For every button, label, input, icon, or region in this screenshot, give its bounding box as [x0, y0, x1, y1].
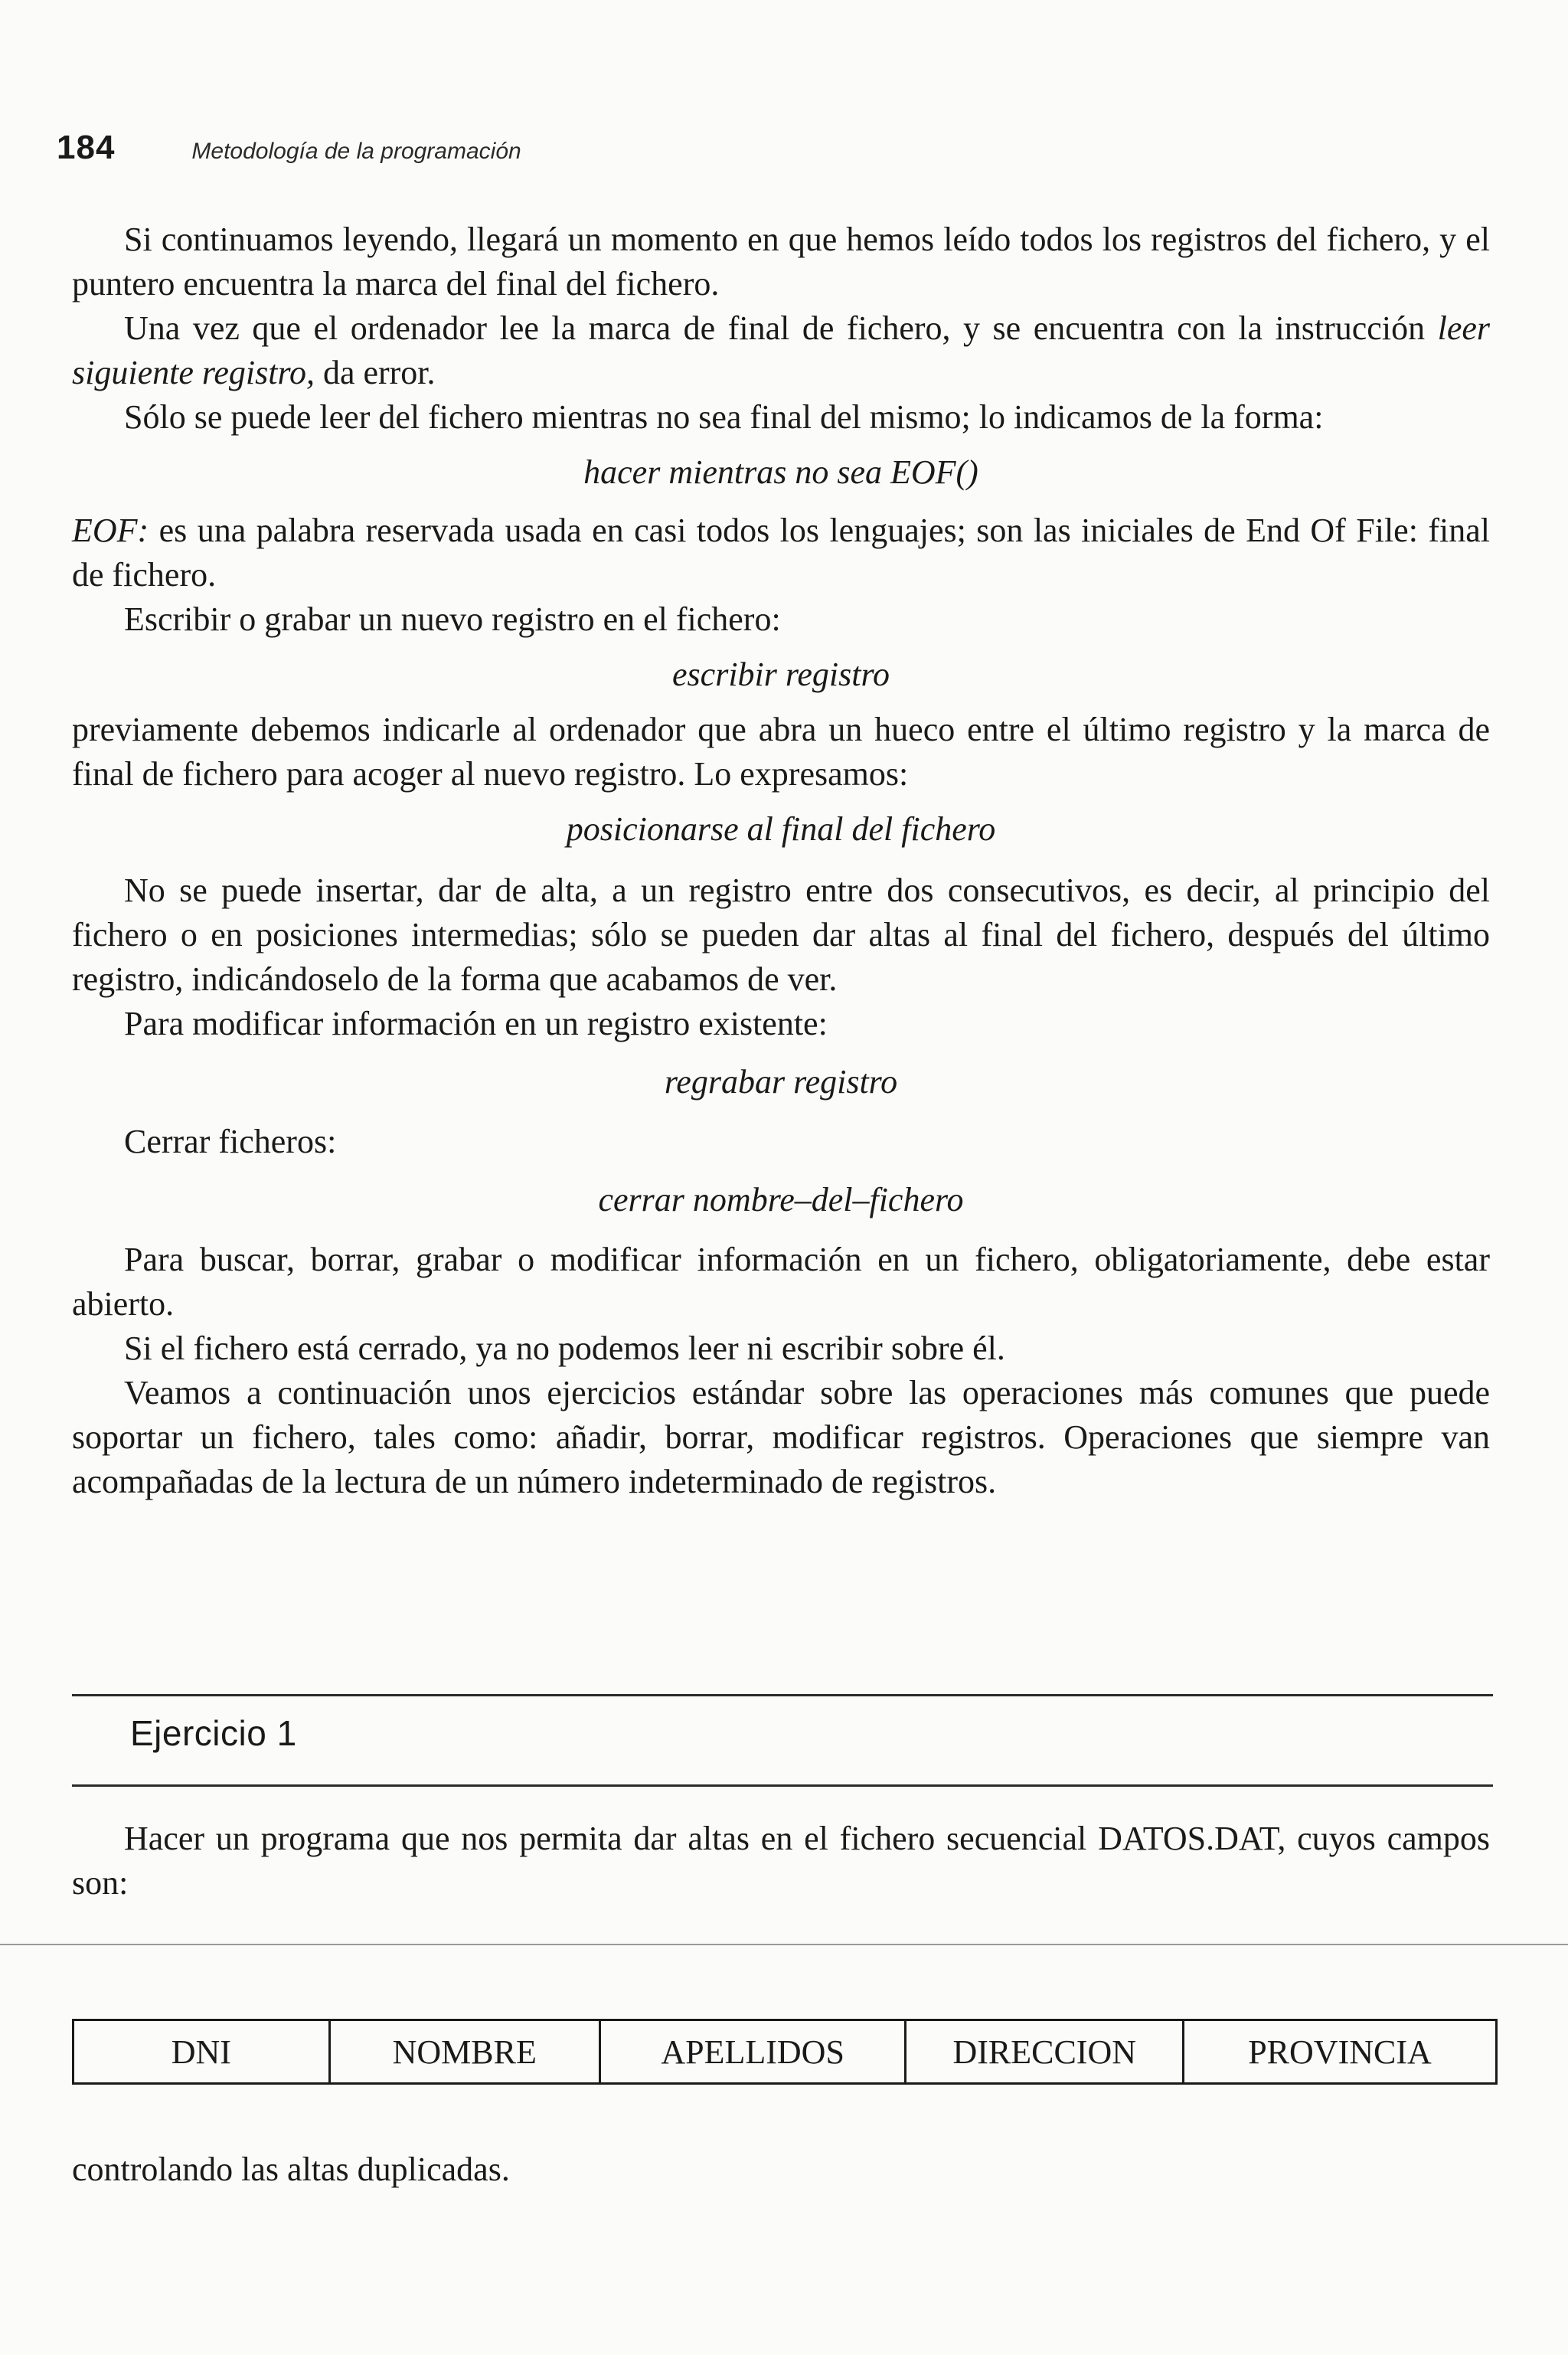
exercise-heading: Ejercicio 1: [130, 1713, 297, 1753]
paragraph: Si continuamos leyendo, llegará un momento en que hemos leído todos los registros del fichero, y el puntero encuentra la marca del final del fichero.: [72, 221, 1490, 303]
paragraph-text: Una vez que el ordenador lee la marca de final de fichero, y se encuentra con la instrucción: [124, 309, 1438, 347]
paragraph: Para buscar, borrar, grabar o modificar información en un fichero, obligatoriamente, debe estar abierto.: [72, 1241, 1490, 1323]
running-title: Metodología de la programación: [191, 139, 521, 164]
pseudocode-line: regrabar registro: [664, 1063, 898, 1101]
paragraph-text: es una palabra reservada usada en casi todos los lenguajes; son las iniciales de End Of File: final de fichero.: [72, 512, 1490, 594]
paragraph: previamente debemos indicarle al ordenador que abra un hueco entre el último registro y la marca de final de fichero para acoger al nuevo registro. Lo expresamos:: [72, 711, 1490, 793]
paragraph: Sólo se puede leer del fichero mientras no sea final del mismo; lo indicamos de la forma:: [124, 398, 1324, 436]
pseudocode-line: cerrar nombre–del–fichero: [598, 1181, 964, 1218]
paragraph-emphasis: EOF:: [72, 512, 149, 549]
page-number: 184: [57, 129, 116, 166]
paragraph: [72, 509, 1490, 597]
paragraph: No se puede insertar, dar de alta, a un registro entre dos consecutivos, es decir, al principio del fichero o en posiciones intermedias; sólo se pueden dar altas al final del fichero, después del último registro, indicándoselo de la forma que acabamos de ver.: [72, 872, 1490, 998]
exercise-intro-block: [72, 1817, 1490, 1905]
paragraph-emphasis: leer siguiente registro,: [72, 309, 1490, 391]
field-cell-apellidos: APELLIDOS: [599, 2020, 906, 2084]
field-cell-dni: DNI: [74, 2020, 330, 2084]
main-text: [72, 218, 1490, 1504]
field-cell-nombre: NOMBRE: [329, 2020, 599, 2084]
paragraph: Escribir o grabar un nuevo registro en el fichero:: [124, 600, 781, 638]
exercise-closing: controlando las altas duplicadas.: [72, 2151, 510, 2188]
paragraph: Veamos a continuación unos ejercicios estándar sobre las operaciones más comunes que puede soportar un fichero, tales como: añadir, borrar, modificar registros. Operaciones que siempre van acompañadas de la lectura de un número indeterminado de registros.: [72, 1374, 1490, 1500]
paragraph: [72, 306, 1490, 395]
paragraph: Si el fichero está cerrado, ya no podemos leer ni escribir sobre él.: [124, 1330, 1005, 1367]
paragraph: Cerrar ficheros:: [124, 1123, 337, 1160]
table-row: [74, 2020, 1497, 2084]
pseudocode-line: escribir registro: [672, 656, 890, 693]
record-fields-table: [72, 2019, 1498, 2085]
pseudocode-line: posicionarse al final del fichero: [566, 810, 996, 848]
field-cell-direccion: DIRECCION: [906, 2020, 1184, 2084]
exercise-intro: Hacer un programa que nos permita dar altas en el fichero secuencial DATOS.DAT, cuyos campos son:: [72, 1820, 1490, 1902]
field-cell-provincia: PROVINCIA: [1183, 2020, 1496, 2084]
paragraph-text: da error.: [314, 354, 436, 391]
page-header: [57, 129, 521, 175]
pseudocode-line: hacer mientras no sea EOF(): [583, 453, 978, 491]
divider: [0, 1944, 1568, 1945]
section-rule-bottom: [72, 1784, 1493, 1787]
paragraph: Para modificar información en un registro existente:: [124, 1005, 828, 1042]
exercise-closing-block: [72, 2147, 1490, 2192]
section-rule-top: [72, 1694, 1493, 1696]
